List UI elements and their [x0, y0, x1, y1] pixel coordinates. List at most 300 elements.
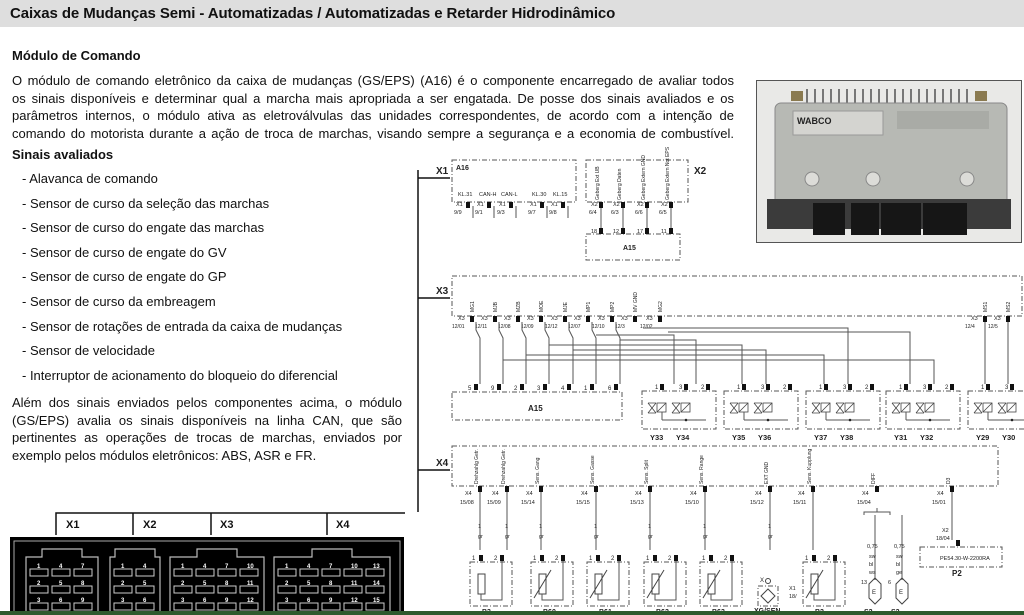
- x2-conn-label: X2: [661, 202, 668, 208]
- x4-pin-number: 15/14: [521, 500, 535, 506]
- x1-signal-label: CAN-H: [479, 192, 497, 198]
- coil-symbol: [1007, 403, 1016, 412]
- valve-pin-number: 1: [899, 385, 903, 391]
- valve-pin: [788, 384, 792, 390]
- module-photo-drawing: [757, 81, 1021, 242]
- resistor-symbol: [595, 574, 602, 594]
- signal-item: - Interruptor de acionamento do bloqueio do diferencial: [22, 367, 338, 383]
- valve-pin: [684, 384, 688, 390]
- pin-number: 9: [329, 598, 333, 604]
- valve-symbol: [892, 403, 900, 413]
- a16-box: [452, 160, 576, 202]
- x1-conn-label: X1: [530, 202, 537, 208]
- x3-pin: [539, 316, 543, 322]
- x1-pin: [487, 202, 491, 208]
- connector-label-x4: X4: [436, 458, 449, 469]
- valve-pin: [986, 384, 990, 390]
- a15-pin-number: 3: [537, 386, 541, 392]
- valve-label: Y31: [894, 433, 908, 442]
- a15-top-box: [586, 234, 680, 260]
- x1-pin-number: 9/3: [497, 210, 505, 216]
- x2-pin: [669, 202, 673, 208]
- x3-pin-number: 12/09: [521, 324, 534, 330]
- signal-item: - Alavanca de comando: [22, 171, 158, 186]
- pin-number: 15: [373, 598, 380, 604]
- sensor-box: [470, 562, 512, 606]
- x3-conn-label: X3: [481, 316, 488, 322]
- coil-symbol: [845, 403, 854, 412]
- x4-conn-label: X4: [798, 491, 805, 497]
- sensor-pin-number: 1: [702, 556, 706, 562]
- x4-conn-label: X4: [690, 491, 697, 497]
- x1-signal-label: KL.15: [553, 192, 568, 198]
- x3-pin: [1006, 316, 1010, 322]
- pin-number: 5: [59, 581, 63, 587]
- x4-conn-label: X4: [465, 491, 472, 497]
- valve-label: Y33: [650, 433, 664, 442]
- pin-number: 13: [373, 564, 380, 570]
- x4-pin: [875, 486, 879, 492]
- x2-pin-number: 6/4: [589, 210, 597, 216]
- x1-conn-label: X1: [456, 202, 463, 208]
- wabco-logo: WABCO: [797, 116, 832, 126]
- coil-slash: [983, 403, 992, 412]
- pin-number: 10: [351, 564, 358, 570]
- wire-number: 1: [594, 524, 598, 530]
- valve-pin: [848, 384, 852, 390]
- valve-pin-number: 3: [923, 385, 927, 391]
- x4-pin: [768, 486, 772, 492]
- sensor-box: [803, 562, 845, 606]
- a15-pin: [497, 384, 501, 390]
- x4-pin: [703, 486, 707, 492]
- x3-wire: [569, 322, 573, 384]
- x3-pin: [983, 316, 987, 322]
- signals-list: [22, 170, 342, 391]
- x4-pin-number: 15/12: [750, 500, 764, 506]
- wire-color: gr: [703, 534, 708, 540]
- pin-number: 1: [181, 564, 185, 570]
- wire-size: 0,75: [867, 544, 878, 550]
- coil-slash: [681, 403, 690, 412]
- a15-pin: [520, 384, 524, 390]
- x4-signal-label: Drehzahlg Getr.: [474, 448, 480, 484]
- sensor-pin: [833, 555, 837, 561]
- a15-pin-number: 18: [591, 229, 598, 235]
- wire-size: 0,75: [894, 544, 905, 550]
- x4-pin: [478, 486, 482, 492]
- switch-pin: 6: [888, 580, 892, 586]
- valve-label: Y30: [1002, 433, 1016, 442]
- x2-box: [586, 160, 688, 202]
- valve-pin-number: 3: [1005, 385, 1009, 391]
- x3-pin: [633, 316, 637, 322]
- x4-pin-number: 15/11: [793, 500, 807, 506]
- wire-color: bl: [869, 562, 874, 568]
- signal-item: - Sensor de velocidade: [22, 343, 155, 359]
- x4-conn-label: X4: [526, 491, 533, 497]
- x3-signal-label: MP1: [586, 301, 592, 312]
- sensor-pin: [617, 555, 621, 561]
- coil-slash: [845, 403, 854, 412]
- x4-pin: [594, 486, 598, 492]
- coil-slash: [925, 403, 934, 412]
- sensor-pin-number: 2: [555, 556, 559, 562]
- variable-arrow: [703, 570, 720, 598]
- sensor-pin: [709, 555, 713, 561]
- coil-symbol: [763, 403, 772, 412]
- x1-pin: [561, 202, 565, 208]
- valve-symbol: [648, 403, 656, 413]
- a15-pin: [590, 384, 594, 390]
- a15-box: [452, 392, 622, 420]
- a15-pin: [669, 228, 673, 234]
- x3-pin: [658, 316, 662, 322]
- pin-number: 2: [121, 581, 125, 587]
- switch-symbol: [896, 578, 908, 604]
- page-title: Caixas de Mudanças Semi - Automatizadas / Automatizadas e Retarder Hidrodinâmico: [10, 5, 616, 22]
- valve-symbol: [916, 403, 924, 413]
- x1-conn-label: X1: [551, 202, 558, 208]
- wire-color: sw: [869, 554, 876, 560]
- x4-signal-label: Sens. Split: [644, 460, 650, 484]
- xgsen-terminal: [766, 579, 771, 584]
- x2-pin-number: 6/5: [659, 210, 667, 216]
- a15-pin: [599, 228, 603, 234]
- x3-signal-label: MOE: [539, 300, 545, 312]
- pin-number: 6: [143, 598, 147, 604]
- valve-label: Y32: [920, 433, 934, 442]
- a15-label: A15: [528, 404, 543, 413]
- sensor-pin: [561, 555, 565, 561]
- a15-pin-number: 4: [561, 386, 565, 392]
- x4-pin: [648, 486, 652, 492]
- pin-number: 2: [37, 581, 41, 587]
- wire-color: gr: [505, 534, 510, 540]
- x4-signal-label: EXT GND: [764, 461, 770, 484]
- a15-pin: [567, 384, 571, 390]
- intro-line: os sinais disponíveis e determinar qual a marcha mais apropriada a ser engatada. De posse dos sinais avaliados e os: [12, 90, 734, 106]
- junction-dot: [849, 419, 852, 422]
- a15-top-label: A15: [623, 245, 636, 252]
- x4-signal-label: Drehzahlg Getr.: [501, 448, 507, 484]
- sensor-pin: [596, 555, 600, 561]
- panel-label-x1: X1: [66, 519, 80, 531]
- a15-pin: [543, 384, 547, 390]
- valve-label: Y38: [840, 433, 854, 442]
- p2-part-number: PE54.30-W-2200RA: [940, 556, 990, 562]
- pin-number: 12: [247, 598, 254, 604]
- valve-pin-number: 2: [865, 385, 869, 391]
- x4-pin-number: 15/04: [857, 500, 871, 506]
- valve-pin: [766, 384, 770, 390]
- x3-pin-number: 12/07: [568, 324, 581, 330]
- a15-pin-number: 9: [491, 386, 495, 392]
- can-paragraph: [12, 394, 402, 464]
- x4-signal-label: Sens. Gang: [535, 457, 541, 484]
- valve-symbol: [836, 403, 844, 413]
- coil-slash: [1007, 403, 1016, 412]
- sensor-pin-number: 1: [472, 556, 476, 562]
- pin-number: 6: [203, 598, 207, 604]
- pin-number: 2: [181, 581, 185, 587]
- pin-number: 4: [59, 564, 63, 570]
- a15-pin-number: 5: [468, 386, 472, 392]
- pin-number: 4: [307, 564, 311, 570]
- valve-symbol: [998, 403, 1006, 413]
- sensor-pin: [540, 555, 544, 561]
- sensor-pin: [674, 555, 678, 561]
- x3-pin: [493, 316, 497, 322]
- p2-pin: 18/04: [936, 536, 950, 542]
- pin-number: 1: [121, 564, 125, 570]
- coil-symbol: [739, 403, 748, 412]
- valve-pin-number: 1: [737, 385, 741, 391]
- panel-label-x2: X2: [143, 519, 157, 531]
- valve-label: Y35: [732, 433, 746, 442]
- p2-label: P2: [952, 569, 962, 578]
- x3-pin-number: 12/10: [592, 324, 605, 330]
- pin-number: 1: [285, 564, 289, 570]
- x1-signal-label: CAN-L: [501, 192, 518, 198]
- x3-pin-number: 12/02: [640, 324, 653, 330]
- pin-number: 8: [329, 581, 333, 587]
- diff-brace: [864, 508, 890, 515]
- pin-number: 7: [329, 564, 333, 570]
- valve-pin-number: 2: [783, 385, 787, 391]
- sensor-internal-wire: [542, 561, 563, 600]
- wire-number: 1: [648, 524, 652, 530]
- pin-number: 11: [247, 581, 254, 587]
- variable-arrow: [806, 570, 823, 598]
- valve-pin: [824, 384, 828, 390]
- signal-item: - Sensor de curso do engate das marchas: [22, 220, 265, 236]
- x4-signal-label: D3: [946, 477, 952, 484]
- coil-slash: [657, 403, 666, 412]
- x3-pin-number: 12/08: [498, 324, 511, 330]
- valve-symbol: [730, 403, 738, 413]
- sensor-internal-wire: [814, 561, 835, 600]
- sensor-pin: [653, 555, 657, 561]
- x3-signal-label: MS1: [983, 301, 989, 312]
- valve-pin: [870, 384, 874, 390]
- x3-conn-label: X3: [527, 316, 534, 322]
- x3-pin-number: 12/12: [545, 324, 558, 330]
- x3-signal-label: MG2: [658, 301, 664, 312]
- x4-pin: [505, 486, 509, 492]
- junction-dot: [1011, 419, 1014, 422]
- x4-conn-label: X4: [755, 491, 762, 497]
- coil-symbol: [983, 403, 992, 412]
- valve-pin: [904, 384, 908, 390]
- x4-box: [452, 446, 998, 486]
- pin-number: 8: [225, 581, 229, 587]
- a15-pin: [614, 384, 618, 390]
- wire-number: 1: [703, 524, 707, 530]
- pin-number: 4: [143, 564, 147, 570]
- x2-pin: [645, 202, 649, 208]
- valve-pin-number: 1: [981, 385, 985, 391]
- pin-number: 5: [307, 581, 311, 587]
- pin-number: 9: [225, 598, 229, 604]
- a15-pin-number: 2: [514, 386, 518, 392]
- x2-conn-label: X2: [591, 202, 598, 208]
- resistor-symbol: [708, 574, 715, 594]
- x2-pin-number: 6/3: [611, 210, 619, 216]
- coil-symbol: [901, 403, 910, 412]
- sensor-pin: [730, 555, 734, 561]
- intro-line: comando do motorista durante a ação de troca de marchas, visando sempre a segurança e a economia de combustível.: [12, 125, 734, 141]
- x3-conn-label: X3: [621, 316, 628, 322]
- x3-pin: [563, 316, 567, 322]
- pin-number: 3: [285, 598, 289, 604]
- x2-pin-number: 6/6: [635, 210, 643, 216]
- valve-box: [642, 391, 716, 429]
- resistor-symbol: [478, 574, 485, 594]
- valve-pin: [928, 384, 932, 390]
- p2-box: [920, 547, 1002, 567]
- pin-number: 10: [247, 564, 254, 570]
- valve-box: [886, 391, 960, 429]
- wire-color: sw: [896, 554, 903, 560]
- page-header: [0, 0, 1024, 27]
- x3-wire: [499, 322, 503, 384]
- coil-symbol: [821, 403, 830, 412]
- x2-conn-label: X2: [613, 202, 620, 208]
- wire-number: 1: [478, 524, 482, 530]
- a15-pin-number: 1: [584, 386, 588, 392]
- sensor-box: [700, 562, 742, 606]
- x3-wire: [545, 322, 549, 384]
- can-line: (GS/EPS) avalia os sinais disponíveis na linha CAN, que são: [12, 412, 402, 428]
- resistor-symbol: [811, 574, 818, 594]
- x3-pin: [586, 316, 590, 322]
- pin-number: 9: [81, 598, 85, 604]
- wire-number: 1: [505, 524, 509, 530]
- valve-wire: [526, 355, 824, 384]
- x2-signal-label: Geberg Extern GND: [641, 154, 647, 200]
- valve-pin-number: 1: [819, 385, 823, 391]
- valve-wire: [643, 328, 848, 384]
- x3-signal-label: MV GND: [633, 292, 639, 312]
- coil-symbol: [657, 403, 666, 412]
- coil-slash: [821, 403, 830, 412]
- can-line: Além dos sinais enviados pelos componentes acima, o módulo: [12, 395, 402, 410]
- can-line: pertinentes as operações de trocas de marchas, enviados por: [12, 430, 402, 445]
- x3-pin-number: 12/3: [615, 324, 625, 330]
- pin-number: 3: [37, 598, 41, 604]
- x1-conn-label: X1: [477, 202, 484, 208]
- x3-signal-label: MS2: [1006, 301, 1012, 312]
- x1-conn-label: X1: [499, 202, 506, 208]
- pin-number: 4: [203, 564, 207, 570]
- x3-conn-label: X3: [504, 316, 511, 322]
- x3-conn-label: X3: [646, 316, 653, 322]
- pin-number: 5: [203, 581, 207, 587]
- intro-paragraph: [12, 72, 734, 142]
- a15-pin: [474, 384, 478, 390]
- wire-number: 1: [768, 524, 772, 530]
- coil-symbol: [925, 403, 934, 412]
- x1-signal-label: KL.30: [532, 192, 547, 198]
- x1-pin-number: 9/9: [454, 210, 462, 216]
- x3-pin-number: 12/11: [475, 324, 488, 330]
- valve-box: [806, 391, 880, 429]
- valve-pin-number: 1: [655, 385, 659, 391]
- x3-conn-label: X3: [971, 316, 978, 322]
- wire-color: gr: [648, 534, 653, 540]
- x4-signal-label: Sens. Range: [699, 455, 705, 484]
- x3-wire: [522, 322, 526, 384]
- x1-pin: [540, 202, 544, 208]
- signal-item: - Sensor de curso da embreagem: [22, 293, 216, 309]
- valve-symbol: [812, 403, 820, 413]
- x1-pin-number: 9/7: [528, 210, 536, 216]
- x3-box: [452, 276, 1022, 316]
- switch-letter: E: [872, 590, 877, 596]
- sensor-pin-number: 2: [668, 556, 672, 562]
- sensor-pin-number: 1: [805, 556, 809, 562]
- a15-pin-number: 11: [661, 229, 667, 235]
- x4-conn-label: X4: [581, 491, 588, 497]
- can-line: exemplo pelos módulos eletrônicos: ABS, ASR e FR.: [12, 447, 317, 463]
- valve-wire: [573, 350, 766, 384]
- x3-wire: [592, 322, 596, 384]
- valve-pin: [660, 384, 664, 390]
- sensor-pin: [500, 555, 504, 561]
- pin-number: 11: [351, 581, 358, 587]
- valve-pin-number: 2: [701, 385, 705, 391]
- pin-number: 6: [59, 598, 63, 604]
- wire-color: gr: [594, 534, 599, 540]
- variable-arrow: [647, 570, 664, 598]
- sensor-pin-number: 1: [533, 556, 537, 562]
- b2-conn: X1: [789, 586, 796, 592]
- valve-pin: [950, 384, 954, 390]
- x3-pin: [470, 316, 474, 322]
- valve-pin: [706, 384, 710, 390]
- a15-pin-number: 6: [608, 386, 612, 392]
- x2-label: X2: [694, 166, 707, 177]
- signal-item: - Sensor de curso da seleção das marchas: [22, 195, 270, 211]
- sensor-box: [531, 562, 573, 606]
- x2-signal-label: Geberg Extern Not EPS: [665, 146, 671, 200]
- panel-label-x3: X3: [220, 519, 234, 531]
- pin-number: 5: [143, 581, 147, 587]
- sensor-box: [587, 562, 629, 606]
- x1-pin: [509, 202, 513, 208]
- valve-pin-number: 3: [679, 385, 683, 391]
- valve-box: [724, 391, 798, 429]
- sensor-pin-number: 2: [611, 556, 615, 562]
- valve-pin-number: 3: [761, 385, 765, 391]
- valve-pin: [1010, 384, 1014, 390]
- x3-pin-number: 12/01: [452, 324, 465, 330]
- junction-dot: [685, 419, 688, 422]
- x4-pin-number: 15/09: [487, 500, 501, 506]
- x3-pin: [610, 316, 614, 322]
- x4-conn-label: X4: [937, 491, 944, 497]
- valve-label: Y29: [976, 433, 990, 442]
- x3-wire: [616, 322, 620, 384]
- x1-pin: [466, 202, 470, 208]
- pin-number: 12: [351, 598, 358, 604]
- x4-pin-number: 15/15: [576, 500, 590, 506]
- wire-color: bl: [896, 562, 901, 568]
- x4-conn-label: X4: [635, 491, 642, 497]
- intro-line: parâmetros internos, o módulo ativa as eletroválvulas das unidades correspondentes, de acordo com a intenção de: [12, 108, 734, 123]
- valve-wire: [503, 360, 934, 384]
